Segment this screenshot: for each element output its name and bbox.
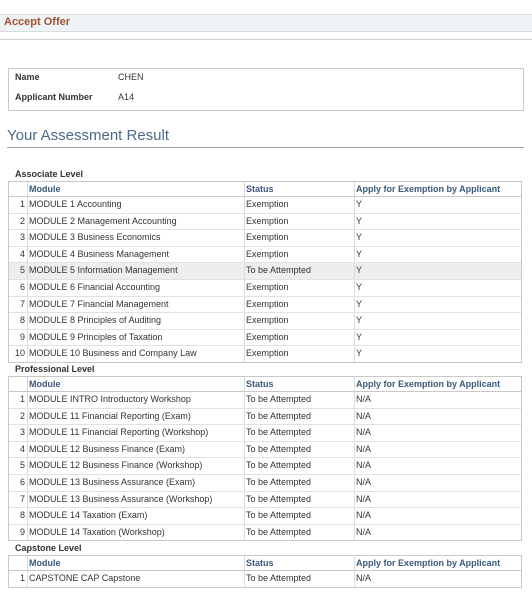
apply-exemption-cell: Y — [356, 348, 363, 359]
column-divider — [244, 346, 245, 362]
column-divider — [244, 392, 245, 408]
apply-exemption-cell: Y — [356, 265, 363, 276]
row-number: 1 — [19, 199, 25, 209]
column-divider — [27, 214, 28, 230]
table-row[interactable] — [9, 425, 521, 442]
row-number: 2 — [19, 410, 25, 421]
column-header-status: Status — [246, 558, 274, 568]
status-cell: Exemption — [246, 315, 289, 326]
apply-exemption-cell: N/A — [356, 510, 372, 521]
column-divider — [244, 442, 245, 458]
apply-exemption-cell: N/A — [356, 427, 372, 438]
column-divider — [354, 458, 355, 474]
status-cell: To be Attempted — [246, 460, 312, 471]
column-header-module: Module — [29, 558, 61, 568]
table-row[interactable] — [9, 508, 521, 525]
column-header-apply-exemption: Apply for Exemption by Applicant — [356, 558, 501, 568]
row-number: 5 — [19, 265, 25, 276]
table-row[interactable] — [9, 458, 521, 475]
status-cell: Exemption — [246, 248, 289, 259]
row-number: 1 — [19, 573, 25, 583]
column-divider — [354, 346, 355, 362]
column-divider — [354, 442, 355, 458]
module-cell: MODULE 3 Business Economics — [29, 232, 161, 243]
module-cell: MODULE 2 Management Accounting — [29, 215, 177, 226]
column-divider — [27, 508, 28, 524]
column-divider — [244, 182, 245, 196]
table-row[interactable] — [9, 330, 521, 347]
column-divider — [27, 297, 28, 313]
professional-level-title: Professional Level — [15, 364, 95, 374]
name-label: Name — [15, 72, 40, 82]
column-divider — [354, 492, 355, 508]
apply-exemption-cell: Y — [356, 315, 363, 326]
status-cell: To be Attempted — [246, 265, 312, 276]
column-divider — [354, 313, 355, 329]
column-header-status: Status — [246, 184, 274, 194]
column-divider — [27, 475, 28, 491]
row-number: 8 — [19, 315, 25, 326]
row-number: 6 — [19, 476, 25, 487]
column-divider — [244, 230, 245, 246]
table-row[interactable] — [9, 346, 521, 362]
status-cell: Exemption — [246, 348, 289, 359]
page-title: Accept Offer — [4, 16, 71, 28]
table-row[interactable] — [9, 392, 521, 409]
column-divider — [244, 280, 245, 296]
column-divider — [27, 409, 28, 425]
column-divider — [27, 377, 28, 391]
column-divider — [27, 182, 28, 196]
row-number: 10 — [14, 348, 25, 359]
apply-exemption-cell: Y — [356, 199, 363, 209]
column-divider — [244, 409, 245, 425]
assessment-result-title: Your Assessment Result — [7, 127, 170, 144]
module-cell: MODULE 14 Taxation (Workshop) — [29, 526, 165, 537]
column-divider — [27, 492, 28, 508]
status-cell: To be Attempted — [246, 493, 312, 504]
module-cell: MODULE 9 Principles of Taxation — [29, 331, 163, 342]
column-divider — [354, 330, 355, 346]
column-divider — [244, 556, 245, 570]
column-header-apply-exemption: Apply for Exemption by Applicant — [356, 184, 501, 194]
column-divider — [27, 247, 28, 263]
column-divider — [27, 556, 28, 570]
column-header-status: Status — [246, 379, 274, 389]
module-cell: MODULE 4 Business Management — [29, 248, 170, 259]
module-cell: MODULE 13 Business Assurance (Workshop) — [29, 493, 213, 504]
column-divider — [354, 525, 355, 541]
module-cell: CAPSTONE CAP Capstone — [29, 573, 141, 583]
table-row[interactable] — [9, 442, 521, 459]
module-cell: MODULE 12 Business Finance (Exam) — [29, 443, 186, 454]
professional-level-table — [8, 376, 522, 541]
column-divider — [354, 508, 355, 524]
apply-exemption-cell: N/A — [356, 573, 372, 583]
apply-exemption-cell: Y — [356, 215, 363, 226]
column-divider — [244, 475, 245, 491]
column-divider — [354, 377, 355, 391]
applicant-number-value: A14 — [118, 92, 135, 102]
module-cell: MODULE 8 Principles of Auditing — [29, 315, 162, 326]
column-divider — [354, 247, 355, 263]
column-divider — [244, 508, 245, 524]
status-cell: To be Attempted — [246, 410, 312, 421]
row-number: 3 — [19, 232, 25, 243]
row-number: 4 — [19, 443, 25, 454]
module-cell: MODULE 12 Business Finance (Workshop) — [29, 460, 203, 471]
row-number: 4 — [19, 248, 25, 259]
row-number: 9 — [19, 526, 25, 537]
column-divider — [27, 330, 28, 346]
module-cell: MODULE 11 Financial Reporting (Workshop) — [29, 427, 209, 438]
column-divider — [354, 182, 355, 196]
column-divider — [27, 197, 28, 213]
associate-level-table — [8, 181, 522, 363]
table-row[interactable] — [9, 313, 521, 330]
apply-exemption-cell: N/A — [356, 493, 372, 504]
table-row[interactable] — [9, 409, 521, 426]
applicant-number-label: Applicant Number — [15, 92, 93, 102]
capstone-level-title: Capstone Level — [15, 543, 82, 553]
apply-exemption-cell: N/A — [356, 460, 372, 471]
column-divider — [354, 425, 355, 441]
status-cell: To be Attempted — [246, 443, 312, 454]
column-divider — [354, 409, 355, 425]
column-divider — [244, 214, 245, 230]
status-cell: Exemption — [246, 281, 289, 292]
table-row[interactable] — [9, 492, 521, 509]
table-header — [9, 377, 521, 392]
status-cell: Exemption — [246, 199, 289, 209]
column-divider — [354, 571, 355, 587]
page-header-bar — [0, 14, 532, 32]
column-divider — [27, 280, 28, 296]
apply-exemption-cell: N/A — [356, 526, 372, 537]
table-row[interactable] — [9, 475, 521, 492]
status-cell: To be Attempted — [246, 394, 312, 404]
table-row[interactable] — [9, 247, 521, 264]
column-divider — [27, 425, 28, 441]
table-row[interactable] — [9, 571, 521, 587]
column-divider — [244, 197, 245, 213]
column-divider — [27, 392, 28, 408]
row-number: 2 — [19, 215, 25, 226]
apply-exemption-cell: Y — [356, 248, 363, 259]
column-divider — [354, 280, 355, 296]
apply-exemption-cell: N/A — [356, 476, 372, 487]
status-cell: Exemption — [246, 298, 289, 309]
table-row[interactable] — [9, 230, 521, 247]
table-row[interactable] — [9, 525, 521, 541]
module-cell: MODULE 6 Financial Accounting — [29, 281, 161, 292]
status-cell: To be Attempted — [246, 476, 312, 487]
status-cell: To be Attempted — [246, 427, 312, 438]
apply-exemption-cell: Y — [356, 281, 363, 292]
status-cell: To be Attempted — [246, 510, 312, 521]
column-divider — [354, 263, 355, 279]
table-row[interactable] — [9, 280, 521, 297]
status-cell: Exemption — [246, 232, 289, 243]
column-divider — [244, 313, 245, 329]
column-divider — [354, 230, 355, 246]
apply-exemption-cell: N/A — [356, 410, 372, 421]
row-number: 1 — [19, 394, 25, 404]
column-divider — [244, 297, 245, 313]
column-divider — [27, 313, 28, 329]
table-row[interactable] — [9, 297, 521, 314]
column-divider — [244, 425, 245, 441]
column-divider — [354, 297, 355, 313]
column-divider — [354, 556, 355, 570]
row-number: 7 — [19, 493, 25, 504]
column-divider — [244, 458, 245, 474]
assessment-result-divider — [7, 147, 524, 148]
column-divider — [244, 247, 245, 263]
apply-exemption-cell: Y — [356, 298, 363, 309]
module-cell: MODULE 5 Information Management — [29, 265, 178, 276]
row-number: 7 — [19, 298, 25, 309]
module-cell: MODULE INTRO Introductory Workshop — [29, 394, 191, 404]
row-number: 3 — [19, 427, 25, 438]
column-divider — [27, 230, 28, 246]
module-cell: MODULE 13 Business Assurance (Exam) — [29, 476, 196, 487]
column-divider — [354, 197, 355, 213]
column-divider — [27, 442, 28, 458]
column-divider — [244, 330, 245, 346]
capstone-level-table — [8, 555, 522, 588]
column-header-module: Module — [29, 184, 61, 194]
table-row[interactable] — [9, 214, 521, 231]
column-divider — [354, 214, 355, 230]
column-divider — [354, 392, 355, 408]
row-number: 9 — [19, 331, 25, 342]
module-cell: MODULE 1 Accounting — [29, 199, 122, 209]
row-number: 8 — [19, 510, 25, 521]
associate-level-title: Associate Level — [15, 169, 84, 179]
module-cell: MODULE 11 Financial Reporting (Exam) — [29, 410, 191, 421]
column-divider — [244, 263, 245, 279]
column-divider — [244, 377, 245, 391]
column-divider — [244, 571, 245, 587]
column-divider — [27, 458, 28, 474]
status-cell: To be Attempted — [246, 526, 312, 537]
table-row[interactable] — [9, 263, 521, 280]
status-cell: Exemption — [246, 215, 289, 226]
table-header — [9, 556, 521, 571]
apply-exemption-cell: N/A — [356, 443, 372, 454]
column-divider — [27, 571, 28, 587]
row-number: 6 — [19, 281, 25, 292]
row-number: 5 — [19, 460, 25, 471]
status-cell: To be Attempted — [246, 573, 312, 583]
column-divider — [27, 525, 28, 541]
column-header-apply-exemption: Apply for Exemption by Applicant — [356, 379, 501, 389]
apply-exemption-cell: Y — [356, 232, 363, 243]
column-header-module: Module — [29, 379, 61, 389]
column-divider — [354, 475, 355, 491]
column-divider — [244, 492, 245, 508]
name-value: CHEN — [118, 72, 144, 82]
apply-exemption-cell: N/A — [356, 394, 372, 404]
column-divider — [27, 346, 28, 362]
column-divider — [27, 263, 28, 279]
table-row[interactable] — [9, 197, 521, 214]
apply-exemption-cell: Y — [356, 331, 363, 342]
status-cell: Exemption — [246, 331, 289, 342]
header-divider — [0, 39, 532, 40]
module-cell: MODULE 7 Financial Management — [29, 298, 169, 309]
applicant-info-box — [8, 68, 524, 111]
module-cell: MODULE 10 Business and Company Law — [29, 348, 197, 359]
module-cell: MODULE 14 Taxation (Exam) — [29, 510, 148, 521]
table-header — [9, 182, 521, 197]
column-divider — [244, 525, 245, 541]
